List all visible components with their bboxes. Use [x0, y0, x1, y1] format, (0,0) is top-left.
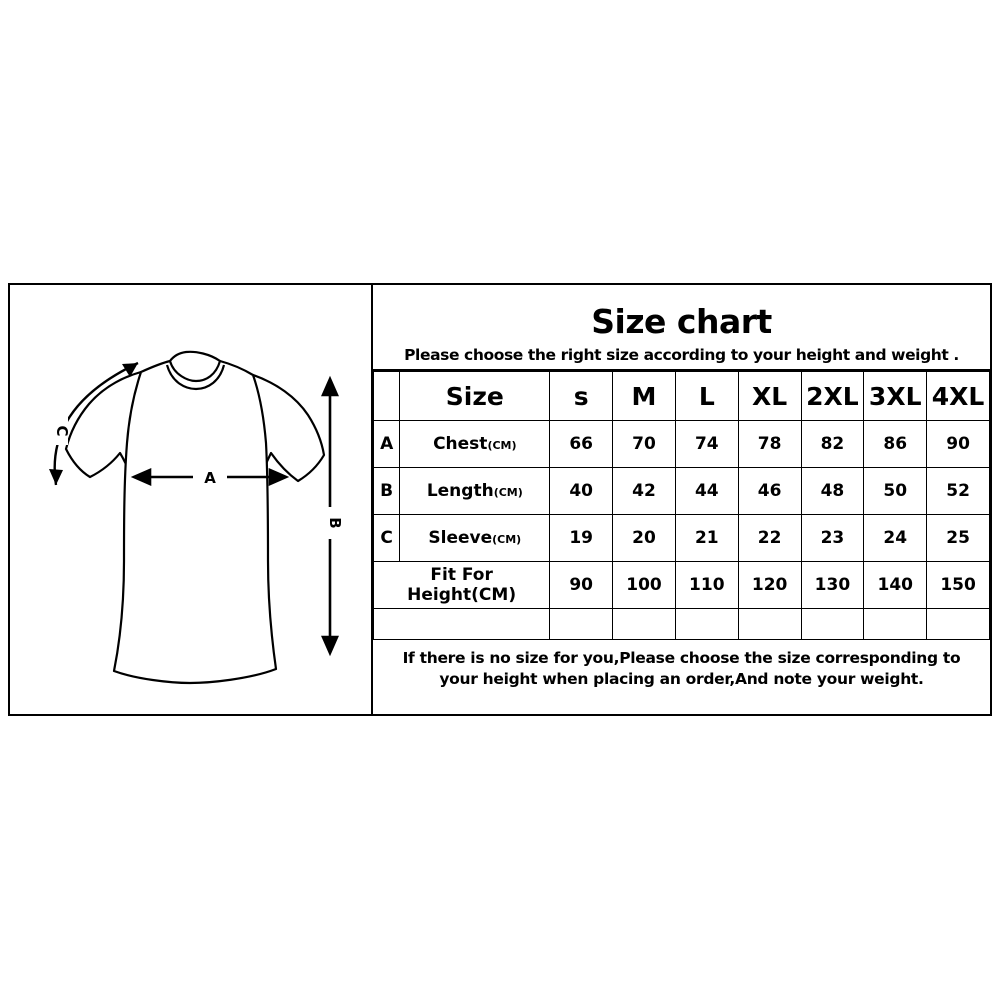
sleeve-m: 20 [613, 515, 676, 562]
chest-4xl: 90 [927, 421, 990, 468]
header-size-3xl: 3XL [864, 372, 927, 421]
sleeve-xl: 22 [738, 515, 801, 562]
row-label-length-text: Length [426, 481, 494, 501]
size-table [373, 371, 990, 640]
blank-l [675, 609, 738, 640]
header-size-l: L [675, 372, 738, 421]
length-l: 44 [675, 468, 738, 515]
row-label-sleeve-text: Sleeve [428, 528, 493, 548]
chest-3xl: 86 [864, 421, 927, 468]
header-size-m: M [613, 372, 676, 421]
header-size-label: Size [400, 372, 550, 421]
chest-xl: 78 [738, 421, 801, 468]
sleeve-3xl: 24 [864, 515, 927, 562]
sleeve-l: 21 [675, 515, 738, 562]
fit-s: 90 [550, 562, 613, 609]
fit-4xl: 150 [927, 562, 990, 609]
row-label-length [400, 468, 550, 515]
chest-l: 74 [675, 421, 738, 468]
size-chart-pane [373, 285, 990, 714]
row-label-sleeve [400, 515, 550, 562]
length-2xl: 48 [801, 468, 864, 515]
header-size-xl: XL [738, 372, 801, 421]
blank-label-cell [374, 609, 550, 640]
table-row-blank [374, 609, 990, 640]
table-header-row [374, 372, 990, 421]
chart-note-top: Please choose the right size according to your height and weight . [373, 346, 990, 371]
row-label-fit-text: Fit For Height [407, 565, 493, 605]
marker-b-label: B [326, 517, 344, 529]
sleeve-2xl: 23 [801, 515, 864, 562]
fit-l: 110 [675, 562, 738, 609]
row-letter-c: C [374, 515, 400, 562]
header-size-2xl: 2XL [801, 372, 864, 421]
row-unit-chest: (CM) [487, 439, 517, 452]
row-unit-sleeve: (CM) [492, 533, 522, 546]
header-size-4xl: 4XL [927, 372, 990, 421]
chest-2xl: 82 [801, 421, 864, 468]
sleeve-s: 19 [550, 515, 613, 562]
size-chart-panel [8, 283, 992, 716]
fit-xl: 120 [738, 562, 801, 609]
marker-c-label: C [53, 425, 71, 437]
blank-2xl [801, 609, 864, 640]
fit-3xl: 140 [864, 562, 927, 609]
chest-m: 70 [613, 421, 676, 468]
table-row-length [374, 468, 990, 515]
row-letter-a: A [374, 421, 400, 468]
marker-a-label: A [204, 469, 216, 487]
table-row-sleeve [374, 515, 990, 562]
tshirt-diagram [10, 285, 373, 714]
length-m: 42 [613, 468, 676, 515]
length-3xl: 50 [864, 468, 927, 515]
header-spacer [374, 372, 400, 421]
table-row-fit-for-height [374, 562, 990, 609]
blank-4xl [927, 609, 990, 640]
row-unit-length: (CM) [493, 486, 523, 499]
row-label-chest [400, 421, 550, 468]
blank-3xl [864, 609, 927, 640]
row-label-fit-for-height [374, 562, 550, 609]
table-row-chest [374, 421, 990, 468]
chest-s: 66 [550, 421, 613, 468]
blank-s [550, 609, 613, 640]
garment-illustration-pane [10, 285, 373, 714]
blank-xl [738, 609, 801, 640]
fit-m: 100 [613, 562, 676, 609]
header-size-s: s [550, 372, 613, 421]
fit-2xl: 130 [801, 562, 864, 609]
row-label-chest-text: Chest [433, 434, 488, 454]
blank-m [613, 609, 676, 640]
length-xl: 46 [738, 468, 801, 515]
length-4xl: 52 [927, 468, 990, 515]
chart-title: Size chart [591, 302, 772, 341]
row-letter-b: B [374, 468, 400, 515]
row-unit-fit: (CM) [471, 585, 517, 605]
sleeve-4xl: 25 [927, 515, 990, 562]
length-s: 40 [550, 468, 613, 515]
chart-note-bottom: If there is no size for you,Please choose the size corresponding to your height when placing an order,And note your weight. [402, 649, 961, 688]
